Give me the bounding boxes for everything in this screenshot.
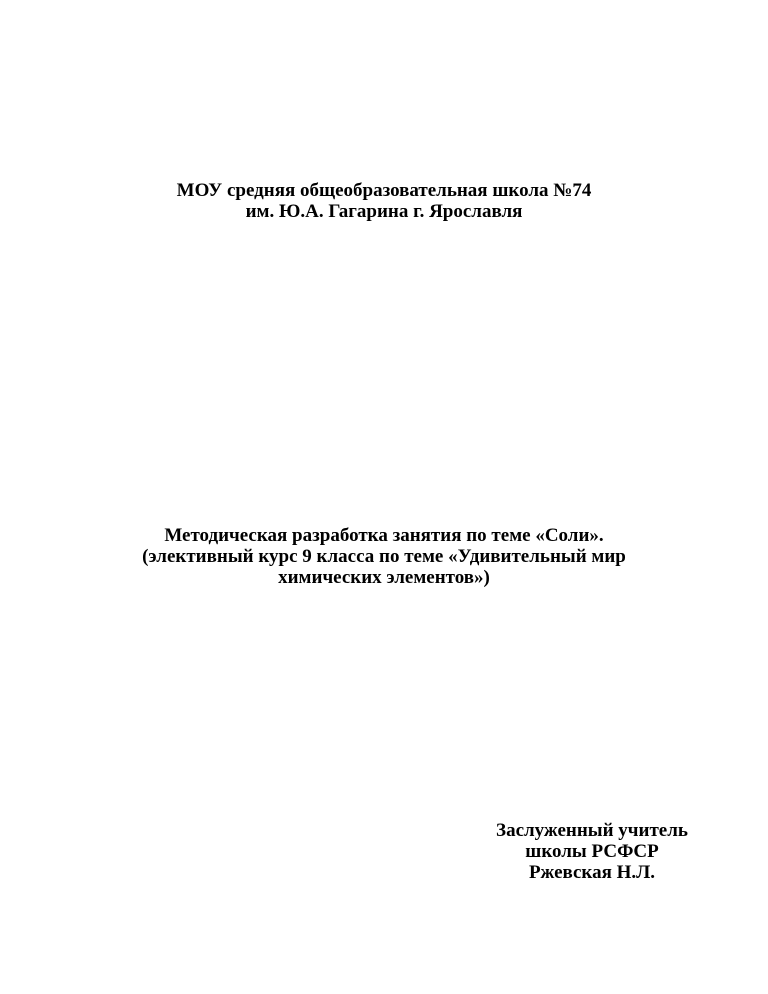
title-line-1: Методическая разработка занятия по теме «Соли».	[164, 525, 604, 546]
title-line-2: (элективный курс 9 класса по теме «Удивительный мир	[142, 546, 626, 567]
school-location-line: им. Ю.А. Гагарина г. Ярославля	[245, 201, 523, 222]
school-name-line: МОУ средняя общеобразовательная школа №74	[176, 180, 592, 201]
school-header	[0, 180, 768, 222]
document-title	[0, 525, 768, 588]
author-block	[468, 820, 716, 883]
author-title-line: Заслуженный учитель	[496, 820, 688, 841]
author-school-line: школы РСФСР	[525, 841, 659, 862]
title-line-3: химических элементов»)	[278, 567, 490, 588]
author-name-line: Ржевская Н.Л.	[528, 862, 656, 883]
